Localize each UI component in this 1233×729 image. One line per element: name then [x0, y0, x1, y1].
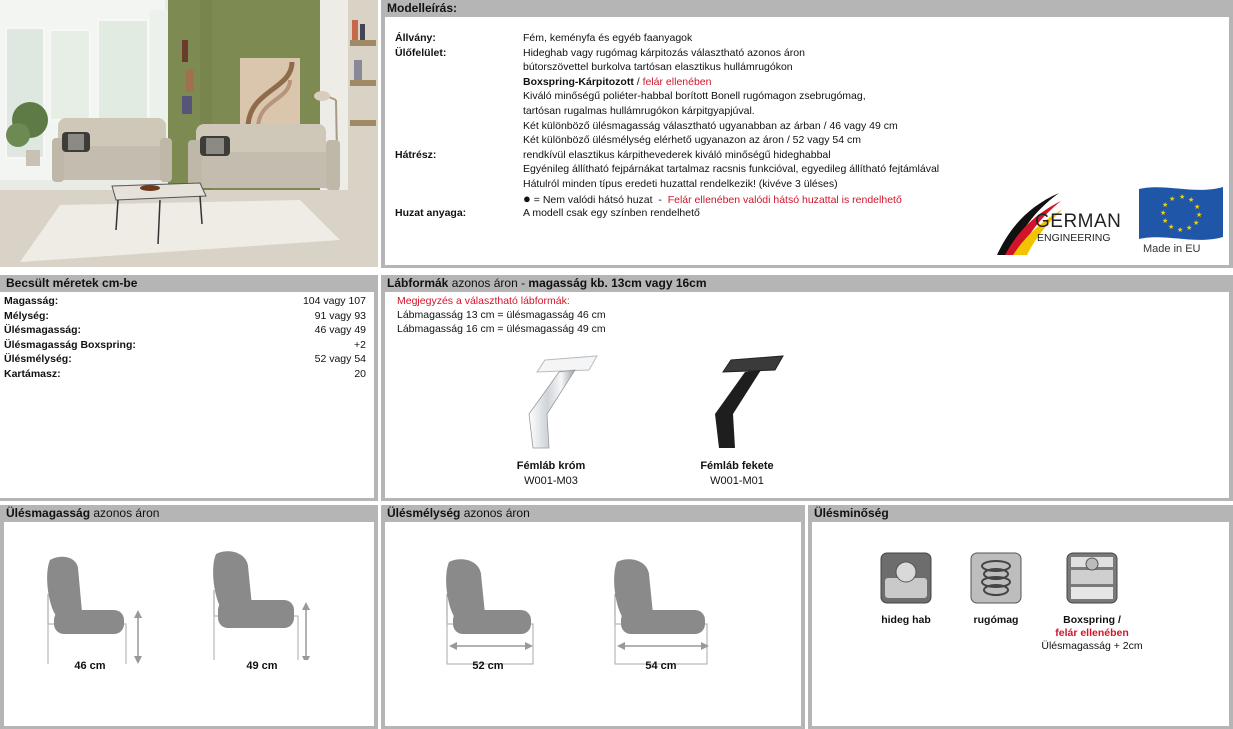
description-text	[523, 148, 831, 163]
eu-flag-icon	[1135, 183, 1227, 243]
description-label: Állvány:	[395, 32, 436, 44]
description-label: Ülőfelület:	[395, 46, 447, 59]
description-plain-text: A modell csak egy színben rendelhető	[523, 207, 700, 220]
boxspring-surcharge-label: felár ellenében	[1055, 627, 1129, 639]
dimension-row	[4, 367, 366, 382]
german-engineering-logo	[991, 189, 1122, 259]
svg-text:★: ★	[1162, 202, 1169, 209]
description-row	[395, 46, 1095, 61]
description-plain-text: rendkívül elasztikus kárpithevederek kiváló minőségű hideghabbal	[523, 148, 831, 161]
description-surcharge-text: felár ellenében	[642, 75, 712, 88]
legs-body	[385, 292, 1229, 498]
model-description-panel	[381, 0, 1233, 268]
legs-note-title: Megjegyzés a választható lábformák:	[397, 295, 570, 307]
svg-text:★: ★	[1162, 218, 1169, 225]
seat-depth-header: Ülésmélység azonos áron	[387, 506, 530, 520]
made-in-eu-logo	[1135, 183, 1227, 257]
description-text	[523, 60, 793, 75]
description-plain-text: Egyénileg állítható fejpárnákat tartalmaz racsnis funkcióval, egyedileg állítható fejtámlával	[523, 163, 940, 176]
svg-text:★: ★	[1194, 204, 1201, 211]
dimension-key: Magasság:	[4, 295, 59, 307]
seat-height-46-icon	[40, 554, 150, 664]
description-plain-text: Két különböző ülésmagasság választható ugyanabban az árban / 46 vagy 49 cm	[523, 119, 898, 132]
dimensions-header: Becsült méretek cm-be	[6, 276, 138, 290]
svg-text:★: ★	[1179, 194, 1186, 201]
description-plain-text: = Nem valódi hátsó huzat -	[530, 193, 668, 206]
seat-quality-panel	[808, 505, 1233, 729]
description-separator: /	[633, 75, 643, 88]
legs-note-line2: Lábmagasság 16 cm = ülésmagasság 49 cm	[397, 323, 606, 335]
svg-text:★: ★	[1177, 227, 1184, 234]
boxspring-icon	[1066, 552, 1118, 604]
seat-height-49-icon	[206, 550, 316, 660]
boxspring-seat-height-label: Ülésmagasság + 2cm	[1041, 640, 1143, 652]
description-plain-text: Hideghab vagy rugómag kárpitozás választható azonos áron	[523, 46, 805, 59]
dimension-row	[4, 294, 366, 309]
leg-black-name: Fémláb fekete	[700, 460, 774, 472]
product-photo	[0, 0, 378, 267]
bullet-dot-icon: ●	[523, 190, 531, 206]
spring-core-icon	[970, 552, 1022, 604]
description-text	[523, 177, 838, 192]
living-room-photo	[0, 0, 378, 267]
description-row	[395, 192, 1095, 207]
dimensions-body	[0, 292, 374, 498]
chrome-leg-icon	[509, 352, 599, 452]
description-text	[523, 89, 866, 104]
description-plain-text: Fém, keményfa és egyéb faanyagok	[523, 32, 693, 44]
description-text	[523, 162, 939, 177]
seat-height-panel	[0, 505, 378, 729]
description-plain-text: Kiváló minőségű poliéter-habbal borított Bonell rugómagon zsebrugómag,	[523, 90, 866, 103]
black-leg-icon	[695, 352, 785, 452]
description-text	[523, 75, 711, 90]
dimension-key: Ülésmagasság Boxspring:	[4, 338, 136, 351]
german-logo-line1: GERMAN	[1035, 211, 1122, 232]
dimension-value: 52 vagy 54	[314, 353, 366, 365]
seat-height-body	[4, 522, 374, 726]
leg-chrome-name: Fémláb króm	[516, 460, 586, 472]
description-plain-text: bútorszövettel burkolva tartósan elasztikus hullámrugókon	[523, 61, 793, 74]
dimension-key: Mélység:	[4, 309, 49, 322]
svg-text:★: ★	[1186, 225, 1193, 232]
description-text	[523, 192, 902, 208]
description-row	[395, 162, 1095, 177]
description-row	[395, 206, 1095, 221]
leg-black-code: W001-M01	[710, 475, 764, 487]
dimension-row	[4, 323, 366, 338]
eu-logo-text: Made in EU	[1143, 243, 1201, 255]
description-text	[523, 104, 755, 119]
svg-text:★: ★	[1196, 212, 1203, 219]
description-text	[523, 119, 898, 134]
description-row	[395, 104, 1095, 119]
seat-depth-panel	[381, 505, 805, 729]
description-text	[523, 46, 805, 61]
svg-text:★: ★	[1188, 197, 1195, 204]
dimension-key: Ülésmélység:	[4, 353, 72, 365]
description-row	[395, 89, 1095, 104]
description-plain-text: Két különböző ülésmélység elérhető ugyanazon az áron / 52 vagy 54 cm	[523, 134, 861, 147]
cold-foam-label: hideg hab	[881, 614, 931, 626]
seat-height-46-label: 46 cm	[74, 660, 106, 672]
leg-chrome-code: W001-M03	[524, 475, 578, 487]
seat-quality-header: Ülésminőség	[814, 506, 889, 520]
seat-depth-54-label: 54 cm	[645, 660, 677, 672]
dimension-row	[4, 352, 366, 367]
spring-core-label: rugómag	[973, 614, 1019, 626]
legs-panel	[381, 275, 1233, 501]
svg-text:★: ★	[1160, 210, 1167, 217]
description-text	[523, 31, 692, 46]
seat-depth-body	[385, 522, 801, 726]
description-text	[523, 133, 861, 148]
seat-height-49-label: 49 cm	[246, 660, 278, 672]
description-row	[395, 60, 1095, 75]
dimension-value: 20	[354, 367, 366, 380]
dimension-row	[4, 309, 366, 324]
description-text	[523, 206, 700, 221]
description-row	[395, 119, 1095, 134]
dimension-value: 104 vagy 107	[302, 295, 366, 307]
dimension-value: 91 vagy 93	[314, 309, 366, 322]
seat-height-header: Ülésmagasság azonos áron	[6, 506, 160, 520]
description-plain-text: Hátulról minden típus eredeti huzattal rendelkezik! (kivéve 3 üléses)	[523, 178, 838, 190]
dimension-row	[4, 338, 366, 353]
model-description-body	[385, 17, 1229, 265]
svg-text:★: ★	[1168, 224, 1175, 231]
model-description-header: Modelleírás:	[387, 1, 458, 15]
svg-text:★: ★	[1193, 220, 1200, 227]
description-row	[395, 31, 1095, 46]
dimension-value: 46 vagy 49	[314, 324, 366, 336]
description-label: Huzat anyaga:	[395, 207, 467, 220]
description-label: Hátrész:	[395, 148, 437, 161]
dimensions-panel	[0, 275, 378, 501]
seat-depth-52-icon	[439, 558, 549, 668]
description-surcharge-text: Felár ellenében valódi hátsó huzattal is rendelhető	[667, 193, 902, 206]
seat-depth-52-label: 52 cm	[472, 660, 504, 672]
svg-text:★: ★	[1169, 196, 1176, 203]
legs-note-line1: Lábmagasság 13 cm = ülésmagasság 46 cm	[397, 309, 606, 321]
legs-header: Lábformák azonos áron - magasság kb. 13cm vagy 16cm	[387, 276, 707, 290]
dimension-key: Ülésmagasság:	[4, 324, 82, 336]
dimension-key: Kartámasz:	[4, 367, 61, 380]
description-row	[395, 75, 1095, 90]
boxspring-label: Boxspring /	[1063, 614, 1121, 626]
dimension-value: +2	[354, 338, 366, 351]
description-row	[395, 177, 1095, 192]
description-row	[395, 133, 1095, 148]
description-bold-text: Boxspring-Kárpitozott	[523, 75, 634, 88]
cold-foam-icon	[880, 552, 932, 604]
seat-depth-54-icon	[607, 558, 717, 668]
seat-quality-body	[812, 522, 1229, 726]
german-logo-line2: ENGINEERING	[1037, 232, 1111, 244]
description-plain-text: tartósan rugalmas hullámrugókon kárpitgyapjúval.	[523, 105, 755, 117]
description-row	[395, 148, 1095, 163]
